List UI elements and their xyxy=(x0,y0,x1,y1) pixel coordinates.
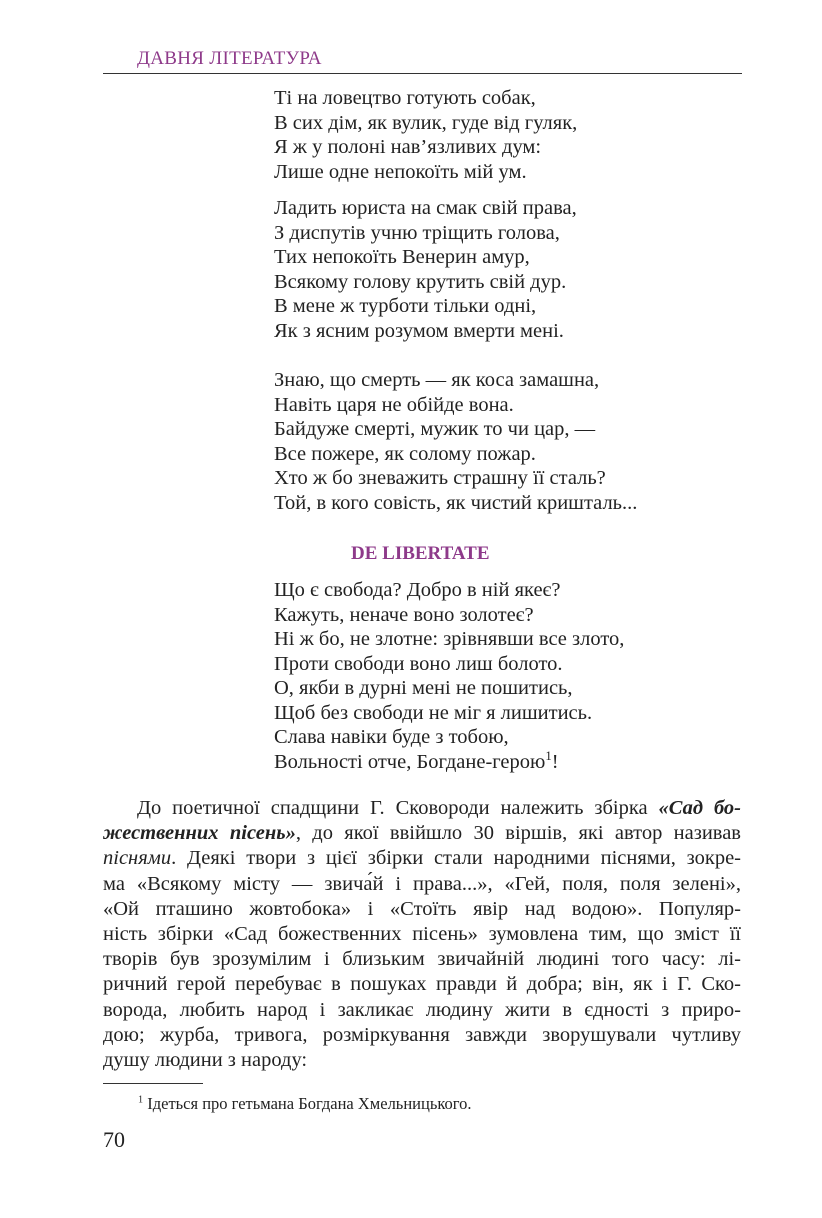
poem-line-last xyxy=(274,750,624,775)
poem-line: О, якби в дурні мені не пошитись, xyxy=(274,677,573,699)
paragraph-text: , до якої ввійшло 30 віршів, які автор називав xyxy=(295,822,741,845)
poem-line: З диспутів учню тріщить голова, xyxy=(274,221,560,244)
poem-line: Знаю, що смерть — як коса замашна, xyxy=(274,369,600,391)
poem-line-end: ! xyxy=(551,750,559,773)
poem-line: Як з ясним розумом вмерти мені. xyxy=(274,319,564,342)
poem-line: Щоб без свободи не міг я лишитись. xyxy=(274,701,593,724)
poem-line: Навіть царя не обійде вона. xyxy=(274,393,514,416)
paragraph-line: ма «Всякому місту — звича́й і права...», «Гей, поля, поля зелені», xyxy=(103,872,741,895)
header-rule xyxy=(103,73,742,74)
paragraph-line xyxy=(103,846,741,871)
paragraph-line xyxy=(103,821,741,846)
paragraph-line: «Ой пташино жовтобока» і «Стоїть явір над водою». Популяр- xyxy=(103,897,741,920)
poem-line: Все пожере, як солому пожар. xyxy=(274,442,536,465)
paragraph-text: . Деякі твори з цієї збірки стали народними піснями, зокре- xyxy=(171,847,741,870)
poem-title: DE LIBERTATE xyxy=(351,543,490,564)
poem-line: Проти свободи воно лиш болото. xyxy=(274,652,563,675)
footnote xyxy=(138,1094,472,1114)
running-header: ДАВНЯ ЛІТЕРАТУРА xyxy=(137,48,322,69)
book-title-emphasis: жественних пісень» xyxy=(103,822,296,845)
poem-line: Тих непокоїть Венерин амур, xyxy=(274,246,530,268)
poem-line: В мене ж турботи тільки одні, xyxy=(274,295,537,317)
paragraph-text: До поетичної спадщини Г. Сковороди належить збірка xyxy=(137,797,659,819)
footnote-text: Ідеться про гетьмана Богдана Хмельницького. xyxy=(143,1094,472,1113)
paragraph-line xyxy=(103,796,741,821)
book-title-emphasis: «Сад бо- xyxy=(658,797,741,819)
poem-stanza-2 xyxy=(274,196,577,343)
term-emphasis: піснями xyxy=(103,847,172,870)
poem-line: Хто ж бо зневажить страшну її сталь? xyxy=(274,467,606,489)
poem-line: Кажуть, неначе воно золотеє? xyxy=(274,603,534,626)
poem-line: Ладить юриста на смак свій права, xyxy=(274,197,577,219)
paragraph-line: ворода, любить народ і закликає людину жити в єдності з приро- xyxy=(103,998,741,1021)
poem-line: В сих дім, як вулик, гуде від гуляк, xyxy=(274,111,578,134)
poem-line: Той, в кого совість, як чистий кришталь... xyxy=(274,491,638,514)
paragraph-line: ність збірки «Сад божественних пісень» зумовлена тим, що зміст її xyxy=(103,923,741,946)
poem-line: Слава навіки буде з тобою, xyxy=(274,726,509,748)
poem-line: Ні ж бо, не злотне: зрівнявши все злото, xyxy=(274,628,625,650)
paragraph-line: творів був зрозумілим і близьким звичайній людині того часу: лі- xyxy=(103,948,741,971)
page-number: 70 xyxy=(103,1127,125,1152)
paragraph-line: ричний герой перебуває в пошуках правди й добра; він, як і Г. Ско- xyxy=(103,973,741,996)
poem-line: Всякому голову крутить свій дур. xyxy=(274,270,567,293)
footnote-mark: 1 xyxy=(138,1094,144,1106)
poem-stanza-3 xyxy=(274,368,637,515)
poem-line: Ті на ловецтво готують собак, xyxy=(274,87,536,109)
poem-line-text: Вольності отче, Богдане-герою xyxy=(274,750,546,773)
body-paragraph xyxy=(103,796,741,1073)
poem-line: Байдуже смерті, мужик то чи цар, — xyxy=(274,418,596,440)
poem-line: Що є свобода? Добро в ній якеє? xyxy=(274,579,561,601)
footnote-ref[interactable]: 1 xyxy=(545,748,552,763)
poem-line: Лише одне непокоїть мій ум. xyxy=(274,160,527,183)
paragraph-line: душу людини з народу: xyxy=(103,1049,308,1072)
poem-stanza-4 xyxy=(274,578,624,774)
footnote-rule xyxy=(103,1083,203,1084)
poem-line: Я ж у полоні нав’язливих дум: xyxy=(274,136,542,158)
poem-stanza-1 xyxy=(274,86,577,184)
paragraph-line: дою; журба, тривога, розміркування завжди зворушували чутливу xyxy=(103,1023,741,1046)
